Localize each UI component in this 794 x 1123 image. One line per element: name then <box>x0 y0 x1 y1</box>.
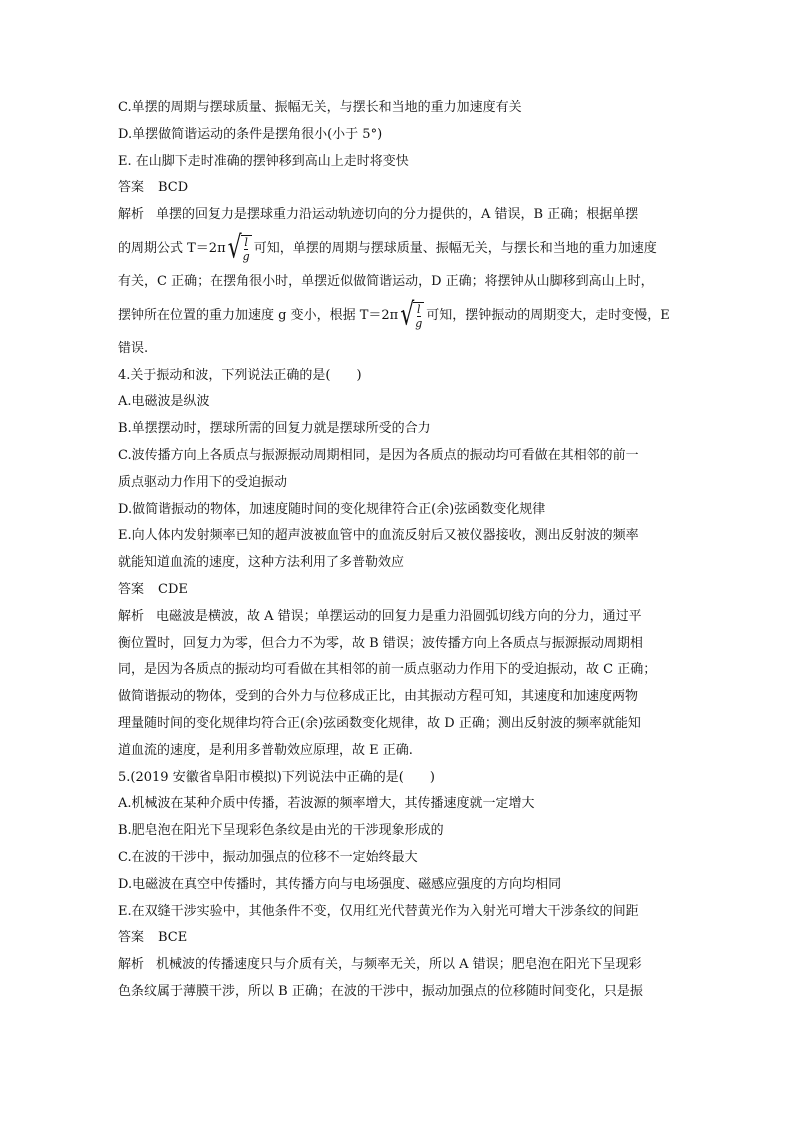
q4-option-a: A.电磁波是纵波 <box>118 394 210 410</box>
q5-option-c: C.在波的干涉中，振动加强点的位移不一定始终最大 <box>118 849 418 865</box>
q4-option-c-line-1: C.波传播方向上各质点与振源振动周期相同，是因为各质点的振动均可看做在其相邻的前一 <box>118 447 639 463</box>
answer-value: CDE <box>158 581 188 597</box>
answer-value: BCE <box>158 930 188 946</box>
q5-stem: 5.(2019 安徽省阜阳市模拟)下列说法中正确的是( ) <box>118 769 435 785</box>
q5-option-b: B.肥皂泡在阳光下呈现彩色条纹是由光的干涉现象形成的 <box>118 823 444 839</box>
q4-explanation-line-1: 解析 电磁波是横波，故 A 错误；单摆运动的回复力是重力沿圆弧切线方向的分力，通过平 <box>118 608 642 624</box>
q4-stem: 4.关于振动和波，下列说法正确的是( ) <box>118 367 362 383</box>
q4-explanation-line-3: 同，是因为各质点的振动均可看做在其相邻的前一质点驱动力作用下的受迫振动，故 C 正确； <box>118 662 657 678</box>
q5-explanation-line-2: 色条纹属于薄膜干涉，所以 B 正确；在波的干涉中，振动加强点的位移随时间变化，只是振 <box>118 983 643 999</box>
q4-option-b: B.单摆摆动时，摆球所需的回复力就是摆球所受的合力 <box>118 421 431 437</box>
answer-label: 答案 <box>118 930 145 946</box>
q5-answer <box>118 925 680 952</box>
answer-value: BCD <box>158 180 189 196</box>
q4-explanation-line-5: 理量随时间的变化规律均符合正(余)弦函数变化规律，故 D 正确；测出反射波的频率就能知 <box>118 715 641 731</box>
q5-explanation-line-1: 解析 机械波的传播速度只与介质有关，与频率无关，所以 A 错误；肥皂泡在阳光下呈现彩 <box>118 957 642 973</box>
q4-explanation-line-2: 衡位置时，回复力为零，但合力不为零，故 B 错误；波传播方向上各质点与振源振动周期相 <box>118 635 643 651</box>
q3-answer <box>118 175 680 202</box>
q4-option-e-line-1: E.向人体内发射频率已知的超声波被血管中的血流反射后又被仪器接收，测出反射波的频率 <box>118 528 639 544</box>
q4-option-c-line-2: 质点驱动力作用下的受迫振动 <box>118 474 288 490</box>
document-page <box>118 95 680 1006</box>
answer-label: 答案 <box>118 180 145 196</box>
q4-answer <box>118 577 680 604</box>
q3-option-d: D.单摆做简谐运动的条件是摆角很小(小于 5°) <box>118 126 383 142</box>
q4-explanation-line-6: 道血流的速度，是利用多普勒效应原理，故 E 正确. <box>118 742 413 758</box>
sqrt-l-over-g-formula: √ $\frac{l}{g}$ <box>227 230 250 266</box>
explanation-label: 解析 <box>118 957 145 973</box>
explanation-label: 解析 <box>118 207 145 223</box>
q5-option-d: D.电磁波在真空中传播时，其传播方向与电场强度、磁感应强度的方向均相同 <box>118 876 562 892</box>
q4-option-e-line-2: 就能知道血流的速度，这种方法利用了多普勒效应 <box>118 555 405 571</box>
q5-option-e: E.在双缝干涉实验中，其他条件不变，仅用红光代替黄光作为入射光可增大干涉条纹的间距 <box>118 903 639 919</box>
q3-explanation-line-3: 有关，C 正确；在摆角很小时，单摆近似做简谐运动，D 正确；将摆钟从山脚移到高山上时， <box>118 273 654 289</box>
q4-option-d: D.做简谐振动的物体，加速度随时间的变化规律符合正(余)弦函数变化规律 <box>118 501 546 517</box>
q3-explanation-line-1: 解析 单摆的回复力是摆球重力沿运动轨迹切向的分力提供的，A 错误，B 正确；根据单摆 <box>118 207 639 223</box>
q3-explanation-line-2: 的周期公式 T＝2π √ $\frac{l}{g}$ 可知，单摆的周期与摆球质量、振幅无关，与摆长和当地的重力加速度 <box>118 230 657 266</box>
q4-explanation-line-4: 做简谐振动的物体，受到的合外力与位移成正比，由其振动方程可知，其速度和加速度两物 <box>118 689 639 705</box>
q3-explanation-line-4: 摆钟所在位置的重力加速度 g 变小，根据 T＝2π √ $\frac{l}{g}$ 可知，摆钟振动的周期变大，走时变慢，E <box>118 297 670 333</box>
q3-option-e: E. 在山脚下走时准确的摆钟移到高山上走时将变快 <box>118 153 409 169</box>
q5-option-a: A.机械波在某种介质中传播，若波源的频率增大，其传播速度就一定增大 <box>118 796 535 812</box>
answer-label: 答案 <box>118 581 145 597</box>
sqrt-l-over-g-formula: √ $\frac{l}{g}$ <box>400 297 423 333</box>
q3-option-c: C.单摆的周期与摆球质量、振幅无关，与摆长和当地的重力加速度有关 <box>118 100 522 115</box>
explanation-label: 解析 <box>118 608 145 624</box>
q3-explanation-line-5: 错误. <box>118 340 149 356</box>
